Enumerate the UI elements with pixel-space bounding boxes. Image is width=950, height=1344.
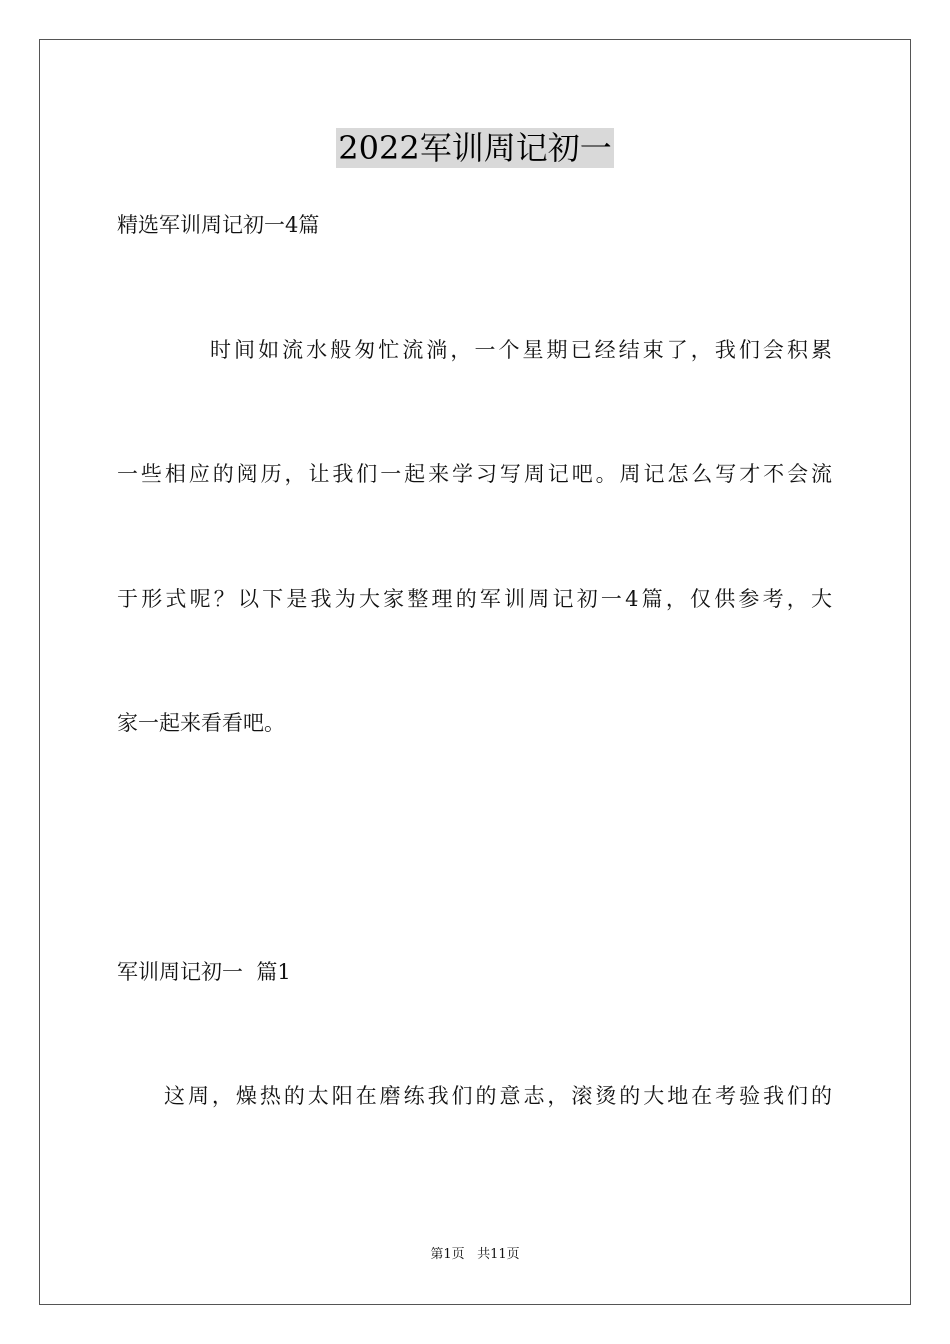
document-title: 2022军训周记初一: [338, 129, 612, 167]
intro-line-3: 于形式呢？以下是我为大家整理的军训周记初一4篇，仅供参考，大: [117, 587, 832, 611]
intro-line-4: 家一起来看看吧。: [117, 711, 285, 735]
title-container: [0, 128, 950, 168]
section-heading: 军训周记初一 篇1: [117, 960, 291, 984]
intro-line-1: 时间如流水般匆忙流淌，一个星期已经结束了，我们会积累: [210, 338, 832, 362]
page-number: 第1页: [430, 1247, 465, 1262]
document-subtitle: 精选军训周记初一4篇: [117, 213, 320, 237]
page-footer: [0, 1246, 950, 1264]
intro-line-2: 一些相应的阅历，让我们一起来学习写周记吧。周记怎么写才不会流: [117, 462, 832, 486]
page-total: 共11页: [477, 1247, 520, 1262]
section-line-1: 这周，燥热的太阳在磨练我们的意志，滚烫的大地在考验我们的: [164, 1084, 832, 1108]
